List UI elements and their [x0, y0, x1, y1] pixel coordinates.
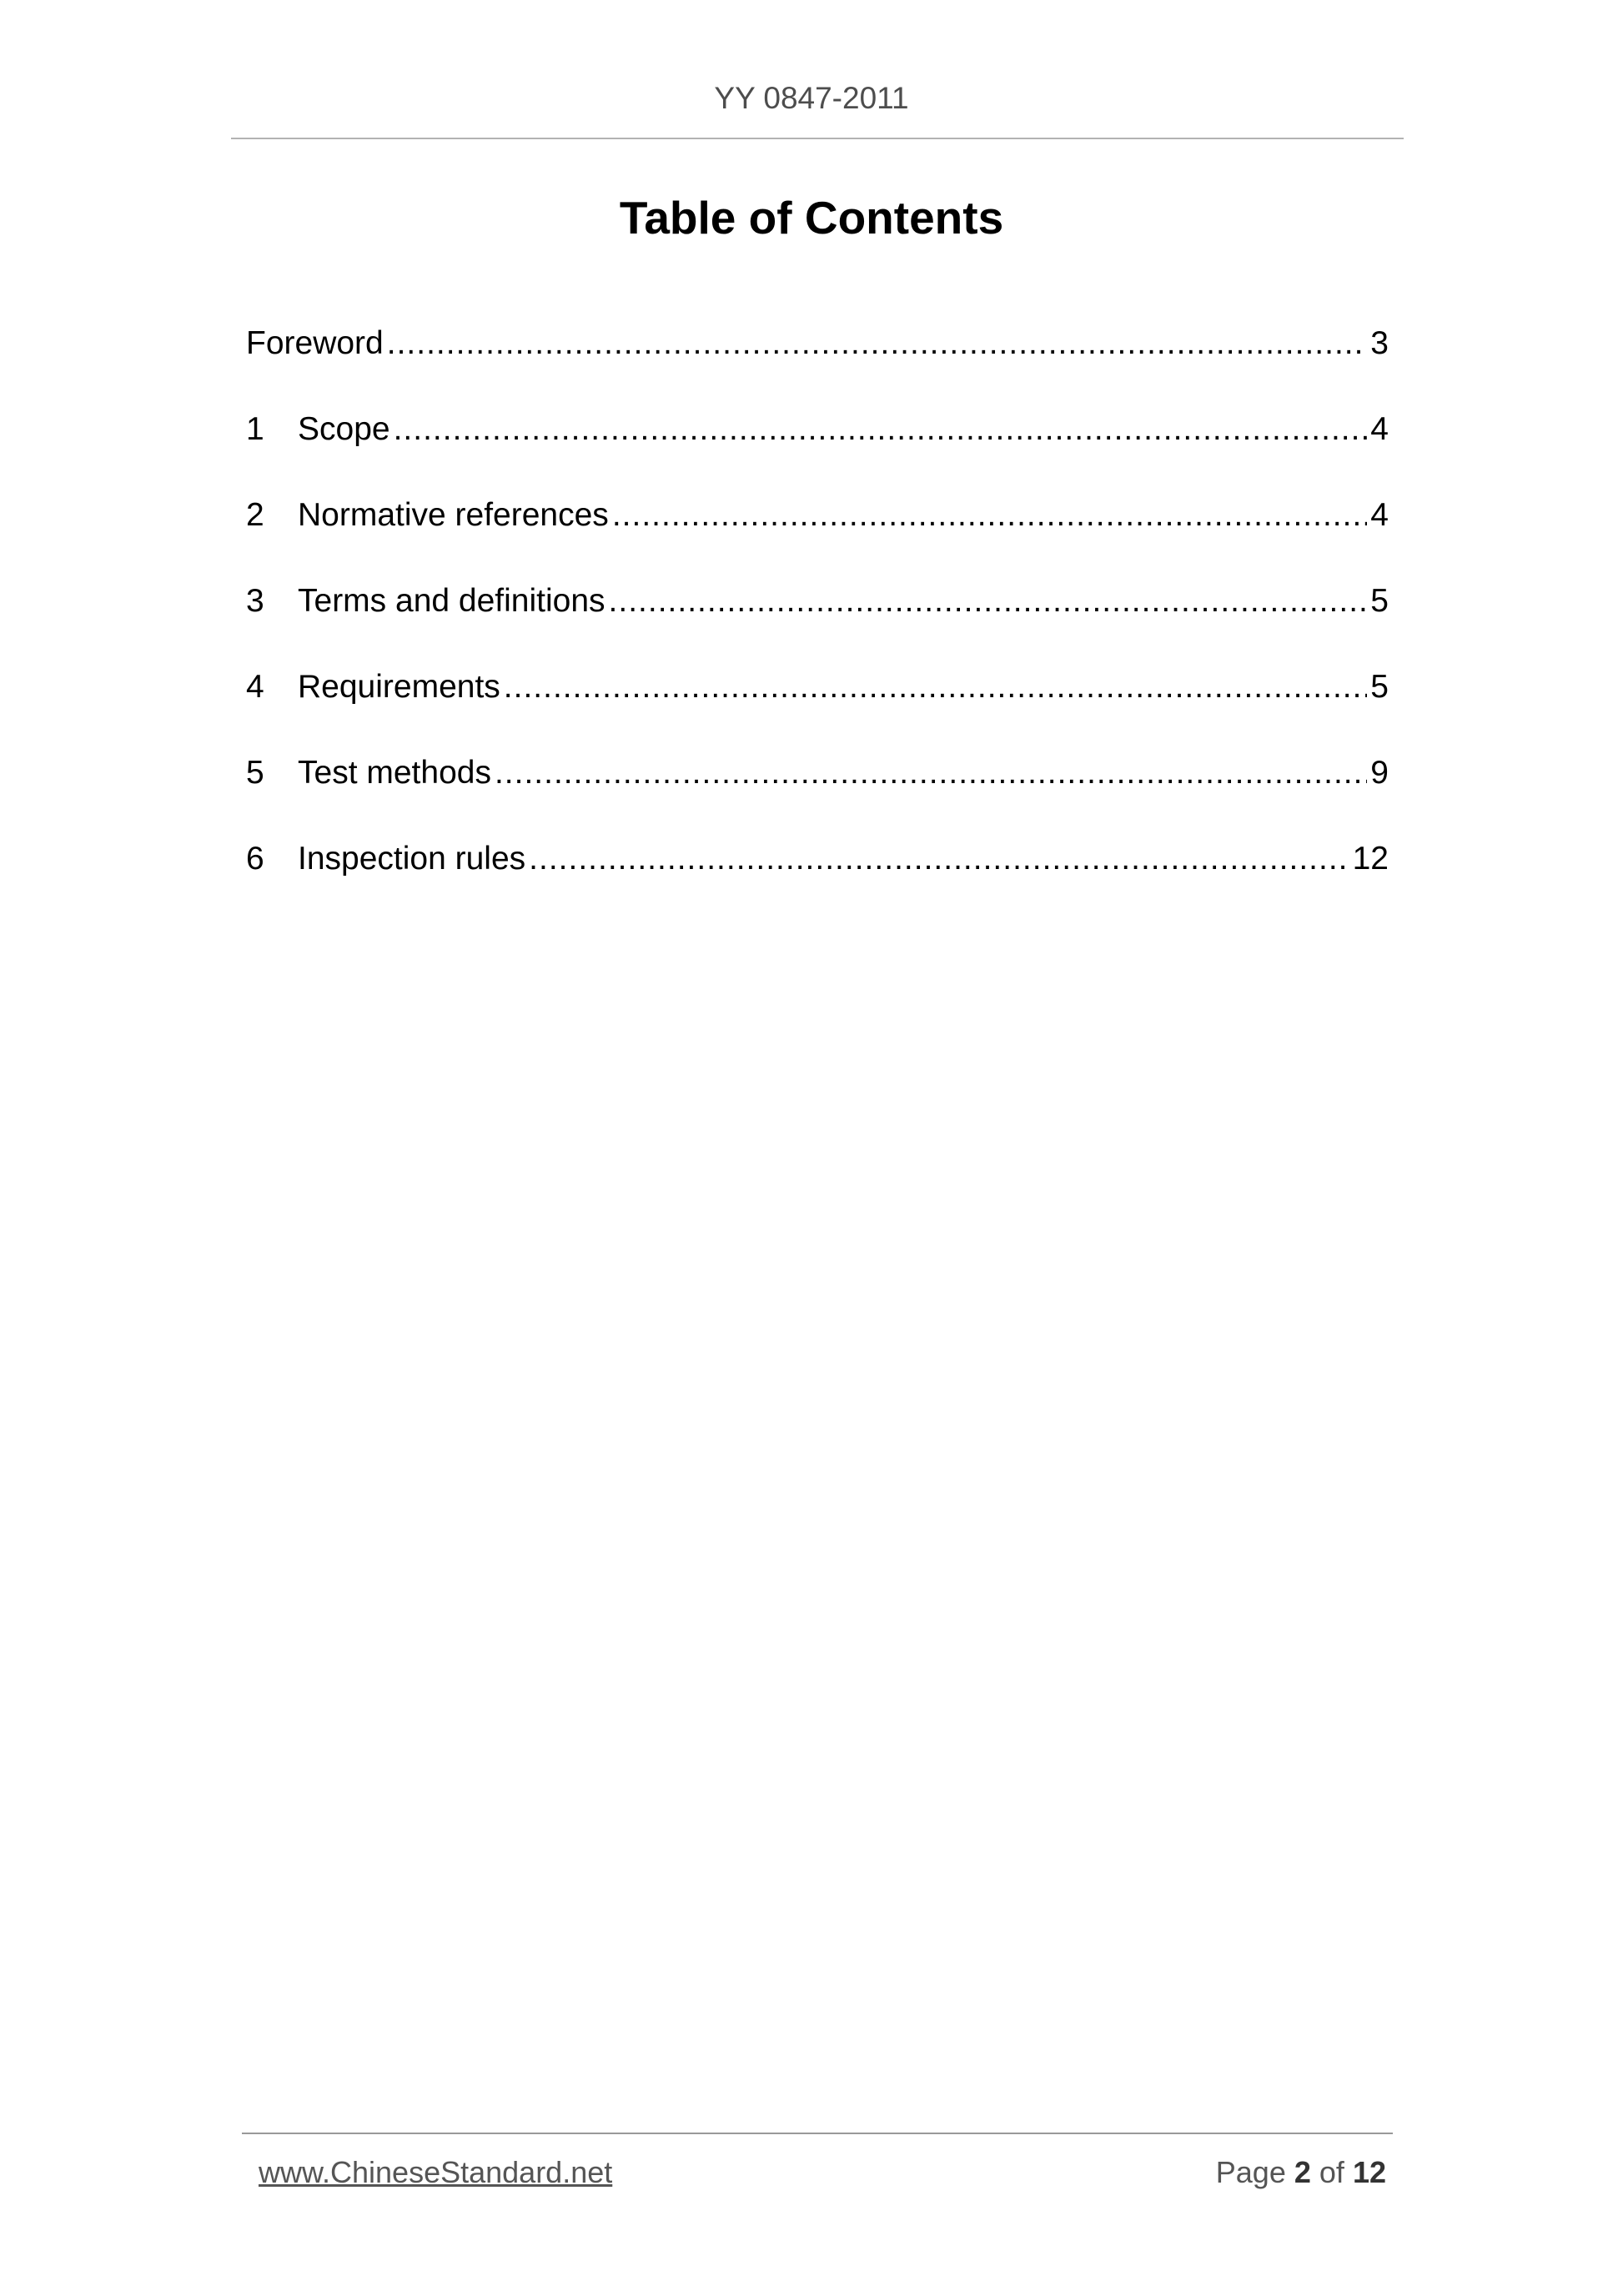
document-id-header: YY 0847-2011 [714, 81, 909, 115]
toc-entry-page: 9 [1370, 755, 1389, 791]
toc-entry-label: Terms and definitions [298, 583, 605, 619]
toc-entry-label: Normative references [298, 497, 609, 533]
toc-entry-requirements[interactable] [246, 666, 1389, 752]
toc-entry-test-methods[interactable] [246, 752, 1389, 838]
toc-dot-leader [612, 495, 1367, 536]
toc-entry-label: Foreword [246, 325, 384, 361]
toc-entry-number: 1 [246, 411, 264, 447]
toc-entry-page: 4 [1370, 497, 1389, 533]
toc-entry-page: 5 [1370, 669, 1389, 705]
website-link[interactable]: www.ChineseStandard.net [259, 2155, 613, 2189]
toc-dot-leader [394, 409, 1368, 450]
footer-divider [242, 2133, 1393, 2134]
toc-entry-terms-and-definitions[interactable] [246, 580, 1389, 666]
toc-entry-scope[interactable] [246, 409, 1389, 495]
toc-entry-page: 5 [1370, 583, 1389, 619]
page-prefix: Page [1215, 2155, 1286, 2189]
header-divider [231, 138, 1404, 139]
toc-entry-page: 3 [1370, 325, 1389, 361]
toc-dot-leader [529, 838, 1349, 880]
toc-entry-normative-references[interactable] [246, 495, 1389, 580]
toc-dot-leader [504, 666, 1368, 708]
toc-dot-leader [495, 752, 1367, 794]
total-pages-number: 12 [1352, 2155, 1386, 2189]
toc-entry-inspection-rules[interactable] [246, 838, 1389, 924]
toc-entry-label: Requirements [298, 669, 500, 705]
table-of-contents [246, 323, 1389, 924]
toc-dot-leader [387, 323, 1368, 364]
toc-entry-page: 4 [1370, 411, 1389, 447]
toc-entry-number: 3 [246, 583, 264, 619]
current-page-number: 2 [1294, 2155, 1311, 2189]
toc-entry-number: 5 [246, 755, 264, 791]
page-indicator [1216, 2154, 1386, 2191]
toc-entry-label: Scope [298, 411, 390, 447]
toc-dot-leader [609, 580, 1368, 622]
toc-entry-number: 4 [246, 669, 264, 705]
toc-entry-page: 12 [1352, 841, 1389, 877]
toc-entry-foreword[interactable] [246, 323, 1389, 409]
toc-entry-label: Test methods [298, 755, 491, 791]
page-of-label: of [1319, 2155, 1344, 2189]
page-title: Table of Contents [619, 192, 1004, 244]
toc-entry-number: 6 [246, 841, 264, 877]
toc-entry-number: 2 [246, 497, 264, 533]
toc-entry-label: Inspection rules [298, 841, 526, 877]
